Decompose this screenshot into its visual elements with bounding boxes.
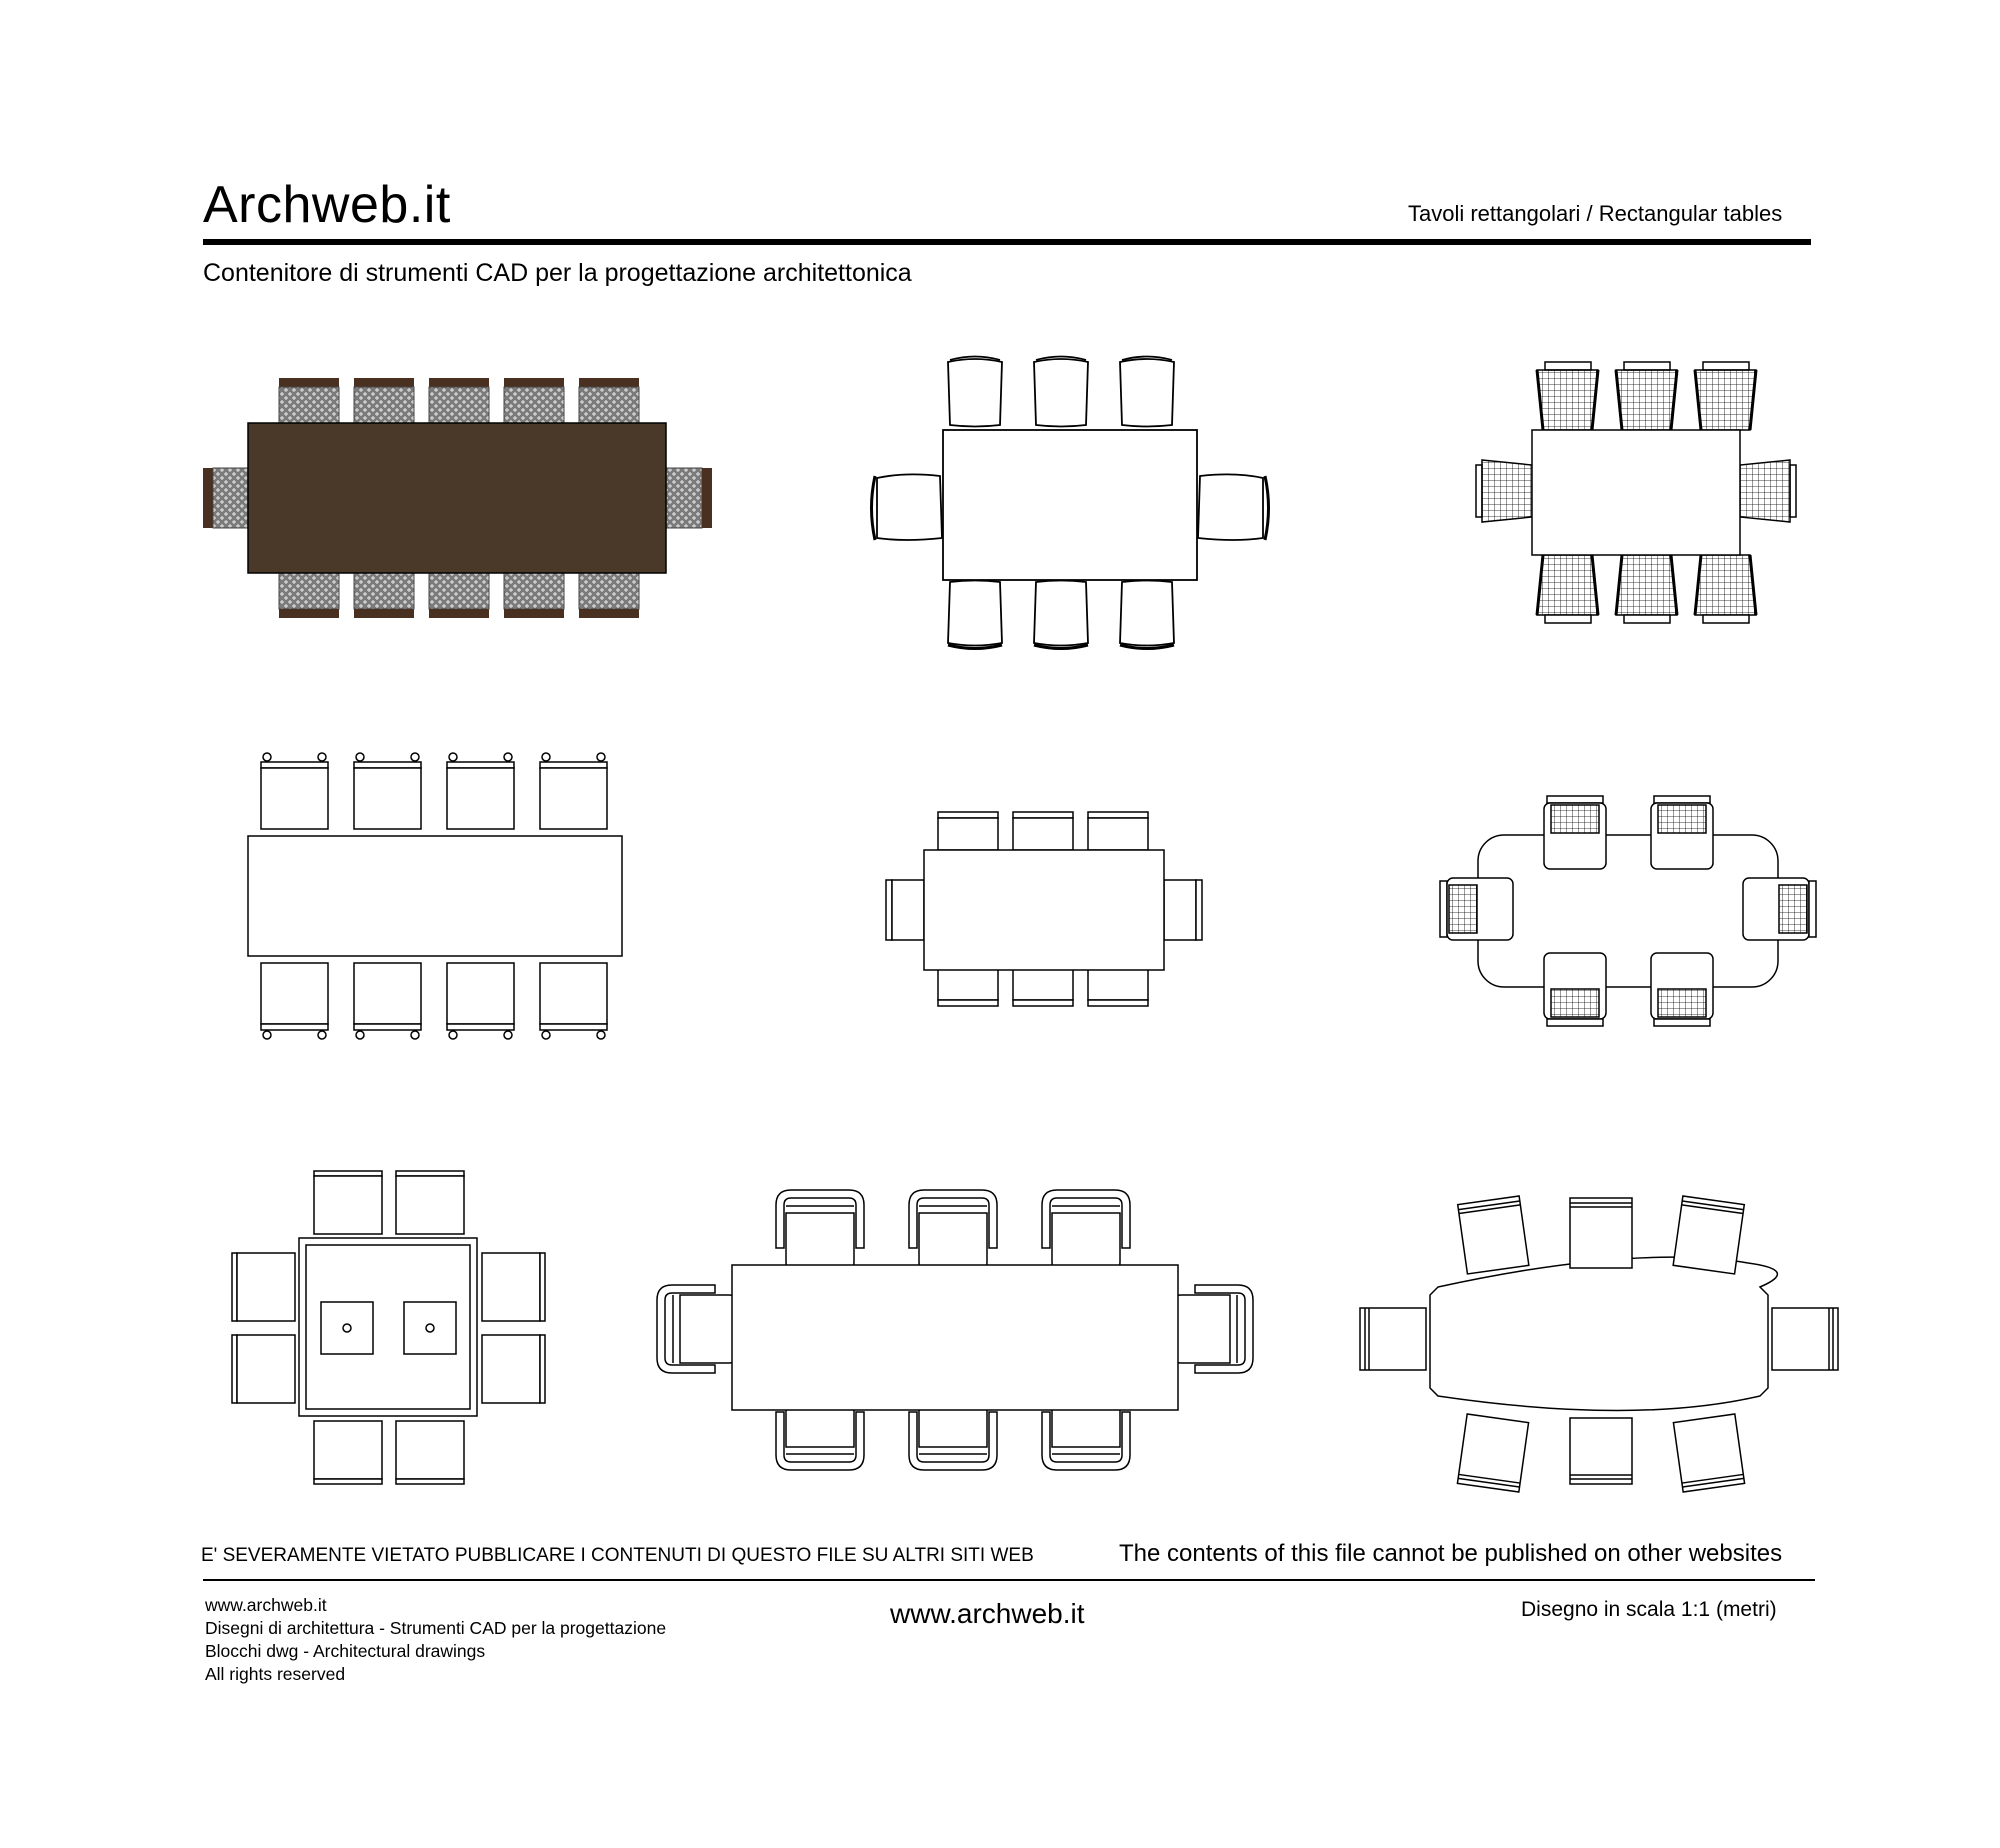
dining-table [248, 836, 622, 956]
scale-note: Disegno in scala 1:1 (metri) [1521, 1598, 1777, 1621]
table-group-7 [232, 1171, 545, 1484]
table-group-8 [657, 1190, 1253, 1470]
info-line: Disegni di architettura - Strumenti CAD per la progettazione [205, 1618, 667, 1638]
table-group-3 [1476, 362, 1796, 623]
site-url: www.archweb.it [890, 1598, 1085, 1629]
table-group-5 [886, 812, 1202, 1006]
table-group-9 [1360, 1196, 1838, 1492]
subtitle: Contenitore di strumenti CAD per la progettazione architettonica [203, 259, 912, 287]
dining-table [732, 1265, 1178, 1410]
copyright-notice-it: E' SEVERAMENTE VIETATO PUBBLICARE I CONTENUTI DI QUESTO FILE SU ALTRI SITI WEB [201, 1545, 1034, 1566]
table-group-4 [248, 753, 622, 1039]
dining-table [248, 423, 666, 573]
info-line: www.archweb.it [205, 1595, 327, 1615]
copyright-notice-en: The contents of this file cannot be published on other websites [1119, 1540, 1783, 1567]
dining-table [1532, 430, 1740, 555]
sheet-title: Tavoli rettangolari / Rectangular tables [1408, 201, 1783, 226]
info-line: Blocchi dwg - Architectural drawings [205, 1641, 486, 1661]
table-group-2 [872, 357, 1269, 649]
brand-title: Archweb.it [203, 176, 451, 234]
table-group-6 [1440, 796, 1816, 1026]
dining-table [943, 430, 1197, 580]
dining-table [1430, 1257, 1777, 1410]
info-line: All rights reserved [205, 1664, 346, 1684]
dining-table [924, 850, 1164, 970]
dining-table [1478, 835, 1778, 987]
table-group-1 [203, 378, 712, 618]
footer-rule [203, 1579, 1815, 1581]
